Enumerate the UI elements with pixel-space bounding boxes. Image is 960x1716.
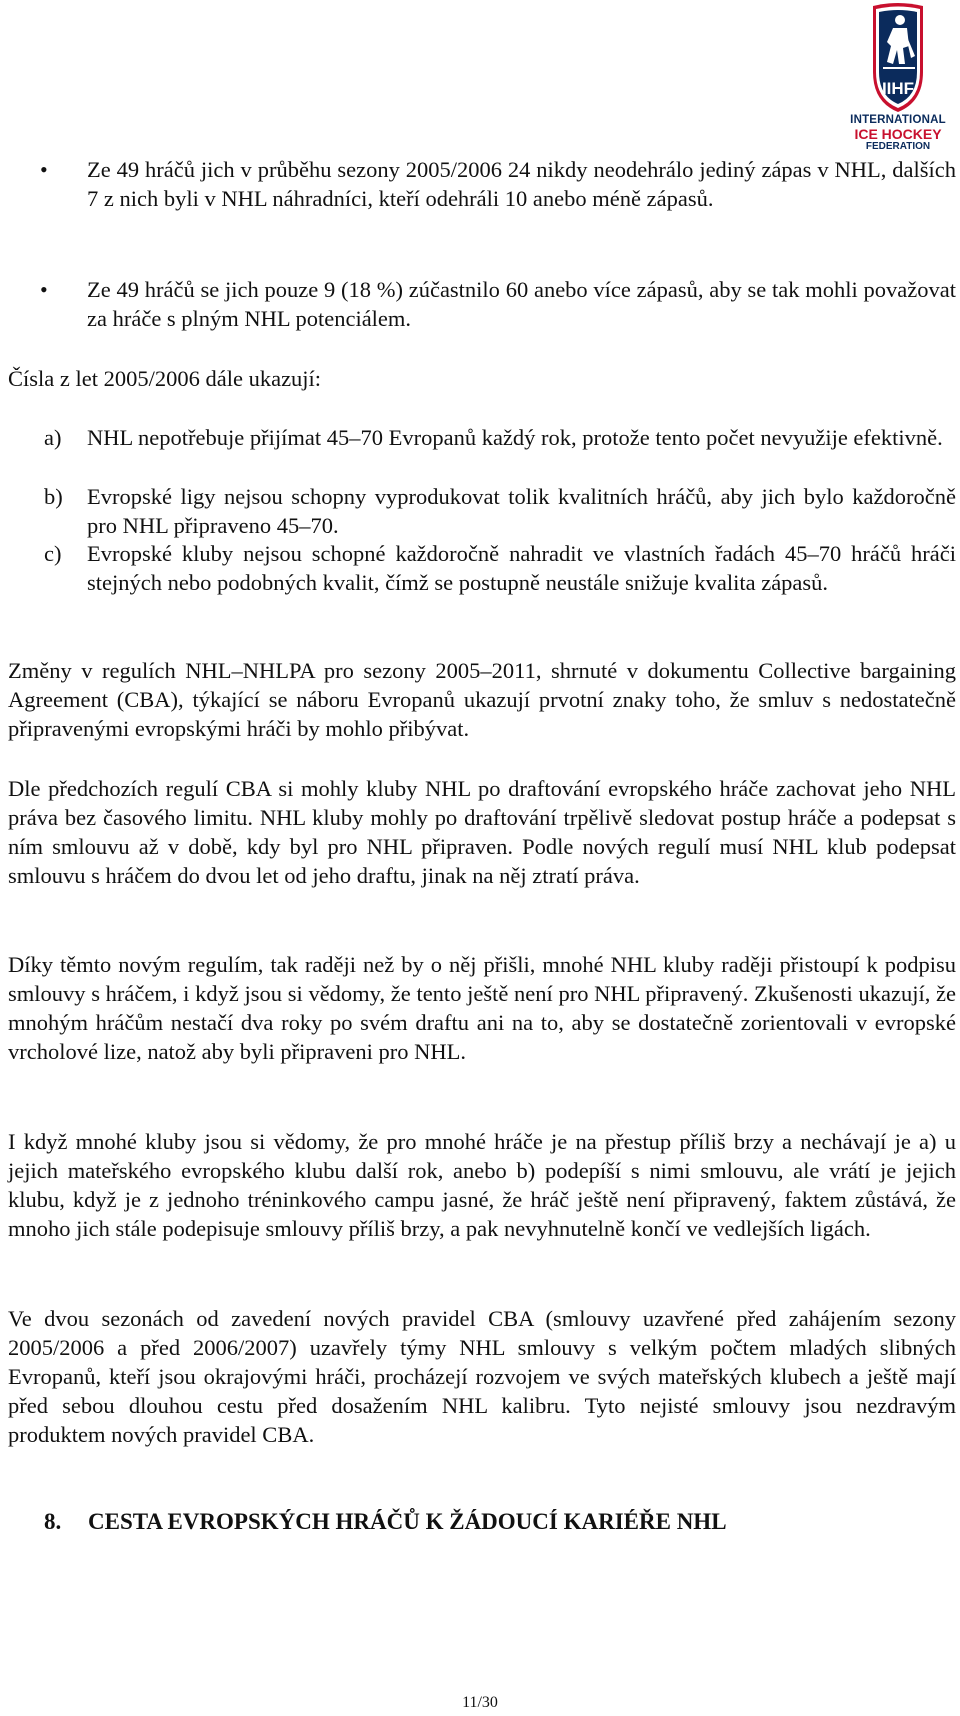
paragraph: Díky těmto novým regulím, tak raději než by o něj přišli, mnohé NHL kluby raději přistoupí k podpisu smlouvy s hráčem, i když jsou si vědomy, že tento ještě není pro NHL připravený. Zkušenosti ukazují, že mnohým hráčům nestačí dva roky po svém draftu ani na to, aby se dostatečně zorientovali v evropské vrcholové lize, natož aby byli připraveni pro NHL. [8, 952, 956, 1064]
iihf-emblem-icon [843, 2, 953, 114]
bullet-text: Ze 49 hráčů se jich pouze 9 (18 %) zúčastnilo 60 anebo více zápasů, aby se tak mohli považovat za hráče s plným NHL potenciálem. [87, 277, 956, 331]
paragraph: Změny v regulích NHL–NHLPA pro sezony 2005–2011, shrnuté v dokumentu Collective bargaining Agreement (CBA), týkající se náboru Evropanů ukazují prvotní znaky toho, že smluv s nedostatečně připravenými evropskými hráči by mohlo přibývat. [8, 658, 956, 741]
list-marker: a) [44, 425, 62, 450]
section-heading [44, 1507, 944, 1537]
bullet-text: Ze 49 hráčů jich v průběhu sezony 2005/2006 24 nikdy neodehrálo jediný zápas v NHL, dalších 7 z nich byli v NHL náhradníci, kteří odehráli 10 anebo méně zápasů. [87, 157, 956, 211]
section-title: CESTA EVROPSKÝCH HRÁČŮ K ŽÁDOUCÍ KARIÉŘE NHL [88, 1509, 727, 1534]
paragraph: Dle předchozích regulí CBA si mohly kluby NHL po draftování evropského hráče zachovat jeho NHL práva bez časového limitu. NHL kluby mohly po draftování trpělivě sledovat postup hráče a podepsat s ním smlouvu až v době, kdy byl pro NHL připraven. Podle nových regulí musí NHL klub podepsat smlouvu s hráčem do dvou let od jeho draftu, jinak na něj ztratí práva. [8, 776, 956, 888]
intro-line: Čísla z let 2005/2006 dále ukazují: [8, 366, 322, 391]
list-item-text: Evropské ligy nejsou schopny vyprodukovat tolik kvalitních hráčů, aby jich bylo každoročně pro NHL připraveno 45–70. [87, 484, 956, 538]
section-number: 8. [44, 1509, 62, 1534]
logo-emblem-text: IIHF [881, 79, 915, 98]
logo-line-1: INTERNATIONAL [850, 114, 946, 126]
list-marker: b) [44, 484, 63, 509]
bullet-icon: • [40, 277, 48, 302]
bullet-icon: • [40, 157, 48, 182]
paragraph: I když mnohé kluby jsou si vědomy, že pro mnohé hráče je na přestup příliš brzy a nechávají je a) u jejich mateřského evropského klubu další rok, anebo b) podepíší s nimi smlouvu, ale vrátí je jejich klubu, když je z jednoho tréninkového campu jasné, že hráč ještě není připravený, faktem zůstává, že mnoho jich stále podepisuje smlouvy příliš brzy, a pak nevyhnutelně končí ve vedlejších ligách. [8, 1129, 956, 1241]
iihf-logo [843, 2, 953, 150]
logo-line-3: FEDERATION [865, 141, 931, 152]
page-number: 11/30 [462, 1694, 498, 1711]
logo-line-2: ICE HOCKEY [854, 126, 942, 142]
list-item-text: NHL nepotřebuje přijímat 45–70 Evropanů každý rok, protože tento počet nevyužije efektivně. [87, 425, 943, 450]
list-item-text: Evropské kluby nejsou schopné každoročně nahradit ve vlastních řadách 45–70 hráčů hráči stejných nebo podobných kvalit, čímž se postupně neustále snižuje kvalita zápasů. [87, 541, 956, 595]
list-marker: c) [44, 541, 62, 566]
paragraph: Ve dvou sezonách od zavedení nových pravidel CBA (smlouvy uzavřené před zahájením sezony 2005/2006 a před 2006/2007) uzavřely týmy NHL smlouvy s velkým počtem mladých slibných Evropanů, kteří jsou okrajovými hráči, procházejí rozvojem ve svých mateřských klubech a ještě mají před sebou dlouhou cestu před dosažením NHL kalibru. Tyto nejisté smlouvy jsou nezdravým produktem nových pravidel CBA. [8, 1306, 956, 1447]
